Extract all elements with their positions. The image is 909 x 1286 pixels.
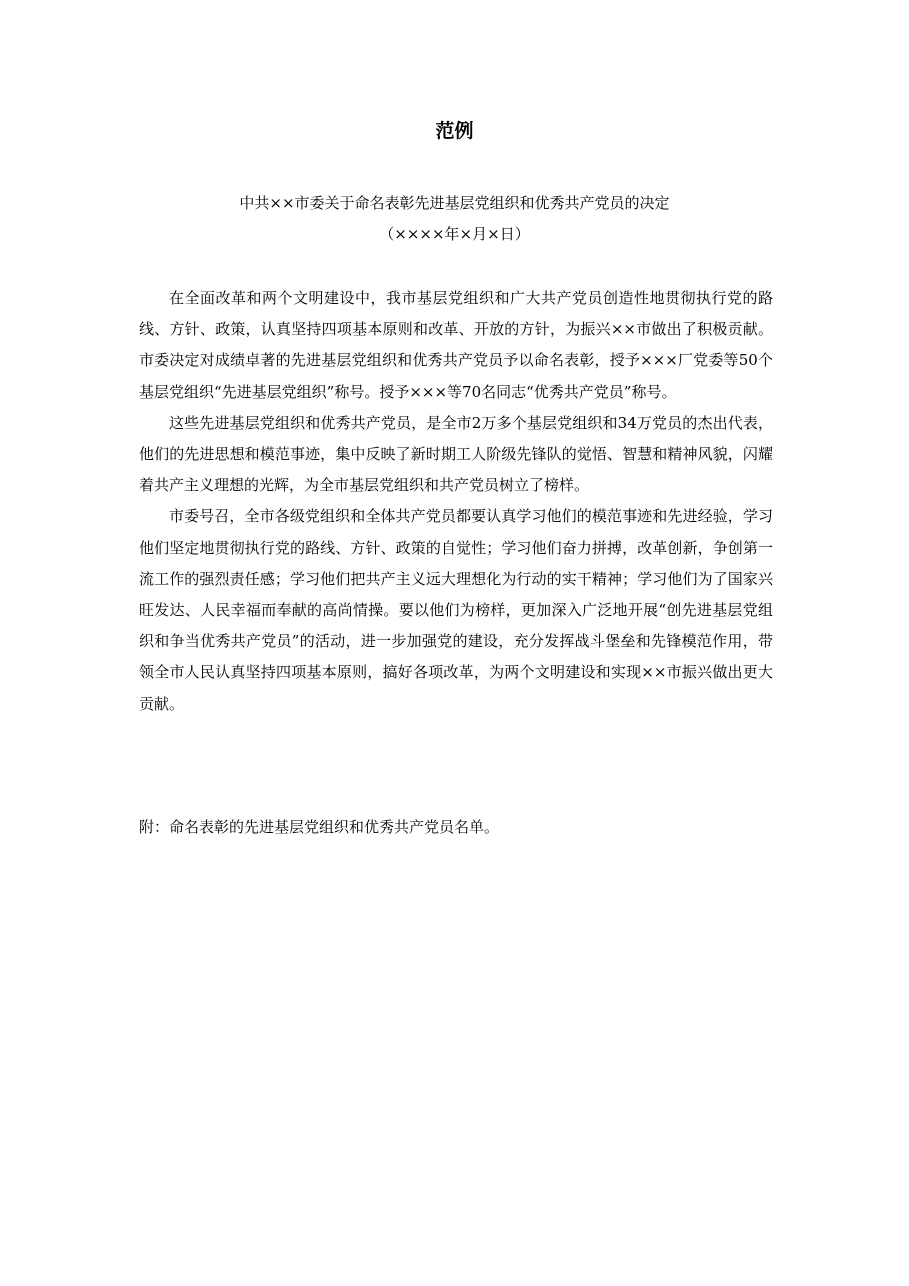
body-paragraph: 这些先进基层党组织和优秀共产党员，是全市2万多个基层党组织和34万党员的杰出代表，他们的先进思想和模范事迹，集中反映了新时期工人阶级先锋队的觉悟、智慧和精神风貌，闪耀着共产主义理想的光辉，为全市基层党组织和共产党员树立了榜样。 [139, 413, 773, 495]
body-paragraph: 在全面改革和两个文明建设中，我市基层党组织和广大共产党员创造性地贯彻执行党的路线、方针、政策，认真坚持四项基本原则和改革、开放的方针，为振兴××市做出了积极贡献。市委决定对成绩卓著的先进基层党组织和优秀共产党员予以命名表彰，授予×××厂党委等50个基层党组织“先进基层党组织”称号。授予×××等70名同志“优秀共产党员”称号。 [139, 289, 773, 401]
document-body [139, 283, 773, 720]
document-title: 中共××市委关于命名表彰先进基层党组织和优秀共产党员的决定 [239, 194, 670, 212]
body-paragraph: 市委号召，全市各级党组织和全体共产党员都要认真学习他们的模范事迹和先进经验，学习他们坚定地贯彻执行党的路线、方针、政策的自觉性；学习他们奋力拼搏，改革创新，争创第一流工作的强烈责任感；学习他们把共产主义远大理想化为行动的实干精神；学习他们为了国家兴旺发达、人民幸福而奉献的高尚情操。要以他们为榜样，更加深入广泛地开展“创先进基层党组织和争当优秀共产党员”的活动，进一步加强党的建设，充分发挥战斗堡垒和先锋模范作用，带领全市人民认真坚持四项基本原则，搞好各项改革，为两个文明建设和实现××市振兴做出更大贡献。 [139, 507, 773, 713]
document-date: （××××年×月×日） [379, 225, 530, 243]
attachment-note: 附：命名表彰的先进基层党组织和优秀共产党员名单。 [139, 818, 500, 836]
page-heading: 范例 [435, 120, 474, 142]
